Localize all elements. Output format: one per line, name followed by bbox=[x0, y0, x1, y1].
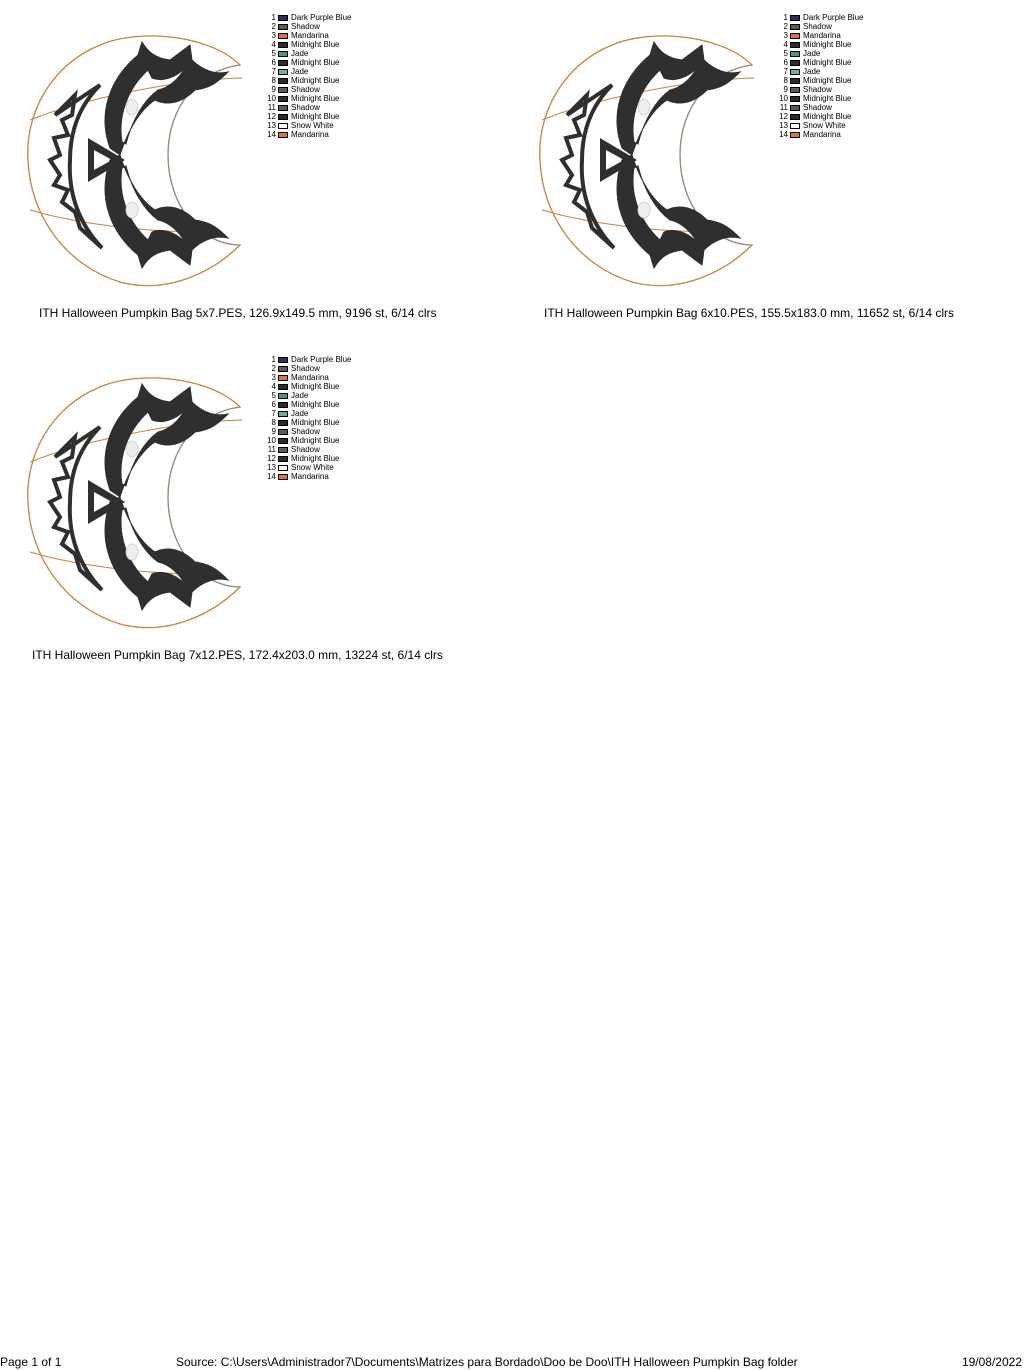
legend-color-name: Midnight Blue bbox=[803, 94, 852, 103]
legend-color-name: Shadow bbox=[291, 445, 320, 454]
button-dot bbox=[638, 99, 650, 115]
color-swatch bbox=[790, 87, 800, 93]
legend-row bbox=[266, 472, 351, 481]
color-swatch bbox=[790, 42, 800, 48]
legend-number: 2 bbox=[783, 22, 788, 31]
legend-number: 5 bbox=[271, 391, 276, 400]
button-dot bbox=[126, 202, 138, 218]
legend-row bbox=[778, 58, 863, 67]
legend-number: 4 bbox=[271, 382, 276, 391]
legend-row bbox=[266, 58, 351, 67]
legend-color-name: Midnight Blue bbox=[291, 436, 340, 445]
color-swatch bbox=[278, 60, 288, 66]
pumpkin-bag-artwork bbox=[532, 20, 762, 290]
legend-number: 5 bbox=[271, 49, 276, 58]
legend-number: 3 bbox=[271, 373, 276, 382]
legend-number: 6 bbox=[271, 58, 276, 67]
legend-row bbox=[266, 13, 351, 22]
legend-row bbox=[266, 121, 351, 130]
legend-color-name: Jade bbox=[291, 67, 309, 76]
legend-color-name: Jade bbox=[291, 391, 309, 400]
color-swatch bbox=[278, 474, 288, 480]
legend-color-name: Mandarina bbox=[803, 130, 841, 139]
legend-row bbox=[266, 454, 351, 463]
legend-color-name: Jade bbox=[291, 49, 309, 58]
legend-number: 4 bbox=[783, 40, 788, 49]
legend-row bbox=[266, 130, 351, 139]
legend-number: 5 bbox=[783, 49, 788, 58]
legend-row bbox=[778, 85, 863, 94]
legend-row bbox=[778, 31, 863, 40]
legend-row bbox=[266, 67, 351, 76]
color-swatch bbox=[278, 366, 288, 372]
legend-color-name: Snow White bbox=[291, 121, 334, 130]
legend-row bbox=[266, 409, 351, 418]
legend-number: 12 bbox=[779, 112, 788, 121]
color-swatch bbox=[790, 123, 800, 129]
legend-row bbox=[266, 373, 351, 382]
legend-color-name: Mandarina bbox=[291, 373, 329, 382]
legend-number: 13 bbox=[267, 121, 276, 130]
legend-number: 6 bbox=[271, 400, 276, 409]
legend-number: 13 bbox=[267, 463, 276, 472]
color-swatch bbox=[278, 402, 288, 408]
legend-color-name: Shadow bbox=[291, 85, 320, 94]
color-swatch bbox=[790, 132, 800, 138]
legend-color-name: Shadow bbox=[291, 22, 320, 31]
legend-row bbox=[266, 382, 351, 391]
color-swatch bbox=[278, 384, 288, 390]
legend-number: 3 bbox=[271, 31, 276, 40]
legend-color-name: Jade bbox=[803, 67, 821, 76]
color-swatch bbox=[278, 447, 288, 453]
button-dot bbox=[126, 544, 138, 560]
legend-number: 4 bbox=[271, 40, 276, 49]
legend-color-name: Shadow bbox=[291, 364, 320, 373]
legend-color-name: Midnight Blue bbox=[291, 76, 340, 85]
color-swatch bbox=[790, 105, 800, 111]
legend-number: 1 bbox=[783, 13, 788, 22]
color-swatch bbox=[278, 465, 288, 471]
legend-number: 12 bbox=[267, 112, 276, 121]
legend-row bbox=[266, 400, 351, 409]
legend-row bbox=[266, 76, 351, 85]
legend-number: 1 bbox=[271, 13, 276, 22]
legend-row bbox=[778, 13, 863, 22]
legend-color-name: Snow White bbox=[291, 463, 334, 472]
legend-row bbox=[266, 427, 351, 436]
legend-number: 7 bbox=[271, 409, 276, 418]
legend-row bbox=[266, 31, 351, 40]
color-swatch bbox=[278, 411, 288, 417]
color-swatch bbox=[790, 69, 800, 75]
legend-color-name: Midnight Blue bbox=[291, 418, 340, 427]
footer-date: 19/08/2022 bbox=[961, 1355, 1022, 1369]
color-swatch bbox=[278, 114, 288, 120]
legend-color-name: Midnight Blue bbox=[291, 382, 340, 391]
legend-color-name: Jade bbox=[803, 49, 821, 58]
color-swatch bbox=[278, 15, 288, 21]
legend-row bbox=[778, 49, 863, 58]
design-5x7 bbox=[20, 20, 250, 290]
legend-number: 10 bbox=[267, 94, 276, 103]
legend-color-name: Midnight Blue bbox=[291, 400, 340, 409]
legend-row bbox=[778, 94, 863, 103]
color-swatch bbox=[790, 51, 800, 57]
legend-row bbox=[266, 355, 351, 364]
legend-row bbox=[266, 40, 351, 49]
legend-number: 10 bbox=[267, 436, 276, 445]
legend-color-name: Dark Purple Blue bbox=[803, 13, 864, 22]
legend-number: 14 bbox=[779, 130, 788, 139]
legend-color-name: Shadow bbox=[803, 103, 832, 112]
color-swatch bbox=[278, 429, 288, 435]
legend-color-name: Midnight Blue bbox=[803, 112, 852, 121]
legend-number: 2 bbox=[271, 364, 276, 373]
legend-number: 3 bbox=[783, 31, 788, 40]
color-legend bbox=[778, 13, 863, 139]
legend-row bbox=[266, 112, 351, 121]
legend-number: 9 bbox=[271, 85, 276, 94]
legend-color-name: Mandarina bbox=[291, 31, 329, 40]
legend-row bbox=[778, 121, 863, 130]
color-swatch bbox=[278, 33, 288, 39]
legend-row bbox=[266, 418, 351, 427]
legend-color-name: Dark Purple Blue bbox=[291, 13, 352, 22]
legend-color-name: Shadow bbox=[291, 103, 320, 112]
color-swatch bbox=[278, 375, 288, 381]
legend-color-name: Midnight Blue bbox=[291, 40, 340, 49]
legend-color-name: Midnight Blue bbox=[291, 58, 340, 67]
legend-color-name: Shadow bbox=[803, 85, 832, 94]
design-7x12 bbox=[20, 362, 250, 632]
color-swatch bbox=[790, 24, 800, 30]
color-swatch bbox=[278, 456, 288, 462]
color-legend bbox=[266, 13, 351, 139]
design-caption: ITH Halloween Pumpkin Bag 7x12.PES, 172.4x203.0 mm, 13224 st, 6/14 clrs bbox=[32, 648, 443, 662]
legend-color-name: Snow White bbox=[803, 121, 846, 130]
legend-row bbox=[778, 67, 863, 76]
legend-color-name: Mandarina bbox=[291, 130, 329, 139]
legend-color-name: Midnight Blue bbox=[291, 94, 340, 103]
design-6x10 bbox=[532, 20, 762, 290]
legend-color-name: Midnight Blue bbox=[291, 112, 340, 121]
legend-number: 7 bbox=[783, 67, 788, 76]
legend-row bbox=[778, 103, 863, 112]
color-swatch bbox=[278, 87, 288, 93]
legend-color-name: Midnight Blue bbox=[803, 40, 852, 49]
legend-row bbox=[266, 364, 351, 373]
color-swatch bbox=[278, 420, 288, 426]
color-swatch bbox=[790, 60, 800, 66]
pumpkin-bag-artwork bbox=[20, 20, 250, 290]
design-caption: ITH Halloween Pumpkin Bag 6x10.PES, 155.5x183.0 mm, 11652 st, 6/14 clrs bbox=[544, 306, 954, 320]
color-swatch bbox=[278, 69, 288, 75]
button-dot bbox=[638, 202, 650, 218]
legend-row bbox=[266, 22, 351, 31]
color-legend bbox=[266, 355, 351, 481]
color-swatch bbox=[278, 78, 288, 84]
color-swatch bbox=[278, 96, 288, 102]
button-dot bbox=[126, 99, 138, 115]
footer-page-number: Page 1 of 1 bbox=[0, 1355, 62, 1369]
legend-number: 12 bbox=[267, 454, 276, 463]
legend-number: 11 bbox=[267, 445, 276, 454]
legend-color-name: Shadow bbox=[291, 427, 320, 436]
legend-number: 14 bbox=[267, 130, 276, 139]
color-swatch bbox=[790, 96, 800, 102]
legend-row bbox=[266, 391, 351, 400]
color-swatch bbox=[278, 105, 288, 111]
legend-color-name: Midnight Blue bbox=[803, 58, 852, 67]
legend-color-name: Jade bbox=[291, 409, 309, 418]
legend-color-name: Midnight Blue bbox=[291, 454, 340, 463]
color-swatch bbox=[278, 357, 288, 363]
color-swatch bbox=[278, 51, 288, 57]
color-swatch bbox=[790, 33, 800, 39]
legend-number: 14 bbox=[267, 472, 276, 481]
legend-row bbox=[266, 463, 351, 472]
legend-row bbox=[778, 130, 863, 139]
legend-color-name: Shadow bbox=[803, 22, 832, 31]
legend-number: 9 bbox=[271, 427, 276, 436]
legend-number: 2 bbox=[271, 22, 276, 31]
legend-number: 8 bbox=[271, 76, 276, 85]
legend-row bbox=[778, 22, 863, 31]
legend-number: 6 bbox=[783, 58, 788, 67]
footer-source-path: Source: C:\Users\Administrador7\Documents\Matrizes para Bordado\Doo be Doo\ITH Halloween Pumpkin Bag folder bbox=[176, 1355, 798, 1369]
legend-number: 1 bbox=[271, 355, 276, 364]
legend-row bbox=[266, 94, 351, 103]
legend-number: 11 bbox=[779, 103, 788, 112]
legend-number: 8 bbox=[271, 418, 276, 427]
color-swatch bbox=[278, 132, 288, 138]
legend-number: 9 bbox=[783, 85, 788, 94]
design-caption: ITH Halloween Pumpkin Bag 5x7.PES, 126.9x149.5 mm, 9196 st, 6/14 clrs bbox=[39, 306, 437, 320]
color-swatch bbox=[278, 24, 288, 30]
legend-color-name: Dark Purple Blue bbox=[291, 355, 352, 364]
color-swatch bbox=[278, 42, 288, 48]
legend-color-name: Midnight Blue bbox=[803, 76, 852, 85]
legend-row bbox=[778, 40, 863, 49]
color-swatch bbox=[790, 15, 800, 21]
legend-row bbox=[266, 445, 351, 454]
legend-row bbox=[778, 76, 863, 85]
color-swatch bbox=[790, 78, 800, 84]
legend-row bbox=[266, 103, 351, 112]
legend-number: 11 bbox=[267, 103, 276, 112]
legend-number: 13 bbox=[779, 121, 788, 130]
legend-color-name: Mandarina bbox=[291, 472, 329, 481]
legend-color-name: Mandarina bbox=[803, 31, 841, 40]
legend-number: 8 bbox=[783, 76, 788, 85]
color-swatch bbox=[278, 123, 288, 129]
legend-row bbox=[266, 436, 351, 445]
legend-number: 10 bbox=[779, 94, 788, 103]
legend-number: 7 bbox=[271, 67, 276, 76]
legend-row bbox=[778, 112, 863, 121]
legend-row bbox=[266, 49, 351, 58]
color-swatch bbox=[278, 438, 288, 444]
legend-row bbox=[266, 85, 351, 94]
pumpkin-bag-artwork bbox=[20, 362, 250, 632]
button-dot bbox=[126, 441, 138, 457]
color-swatch bbox=[278, 393, 288, 399]
color-swatch bbox=[790, 114, 800, 120]
